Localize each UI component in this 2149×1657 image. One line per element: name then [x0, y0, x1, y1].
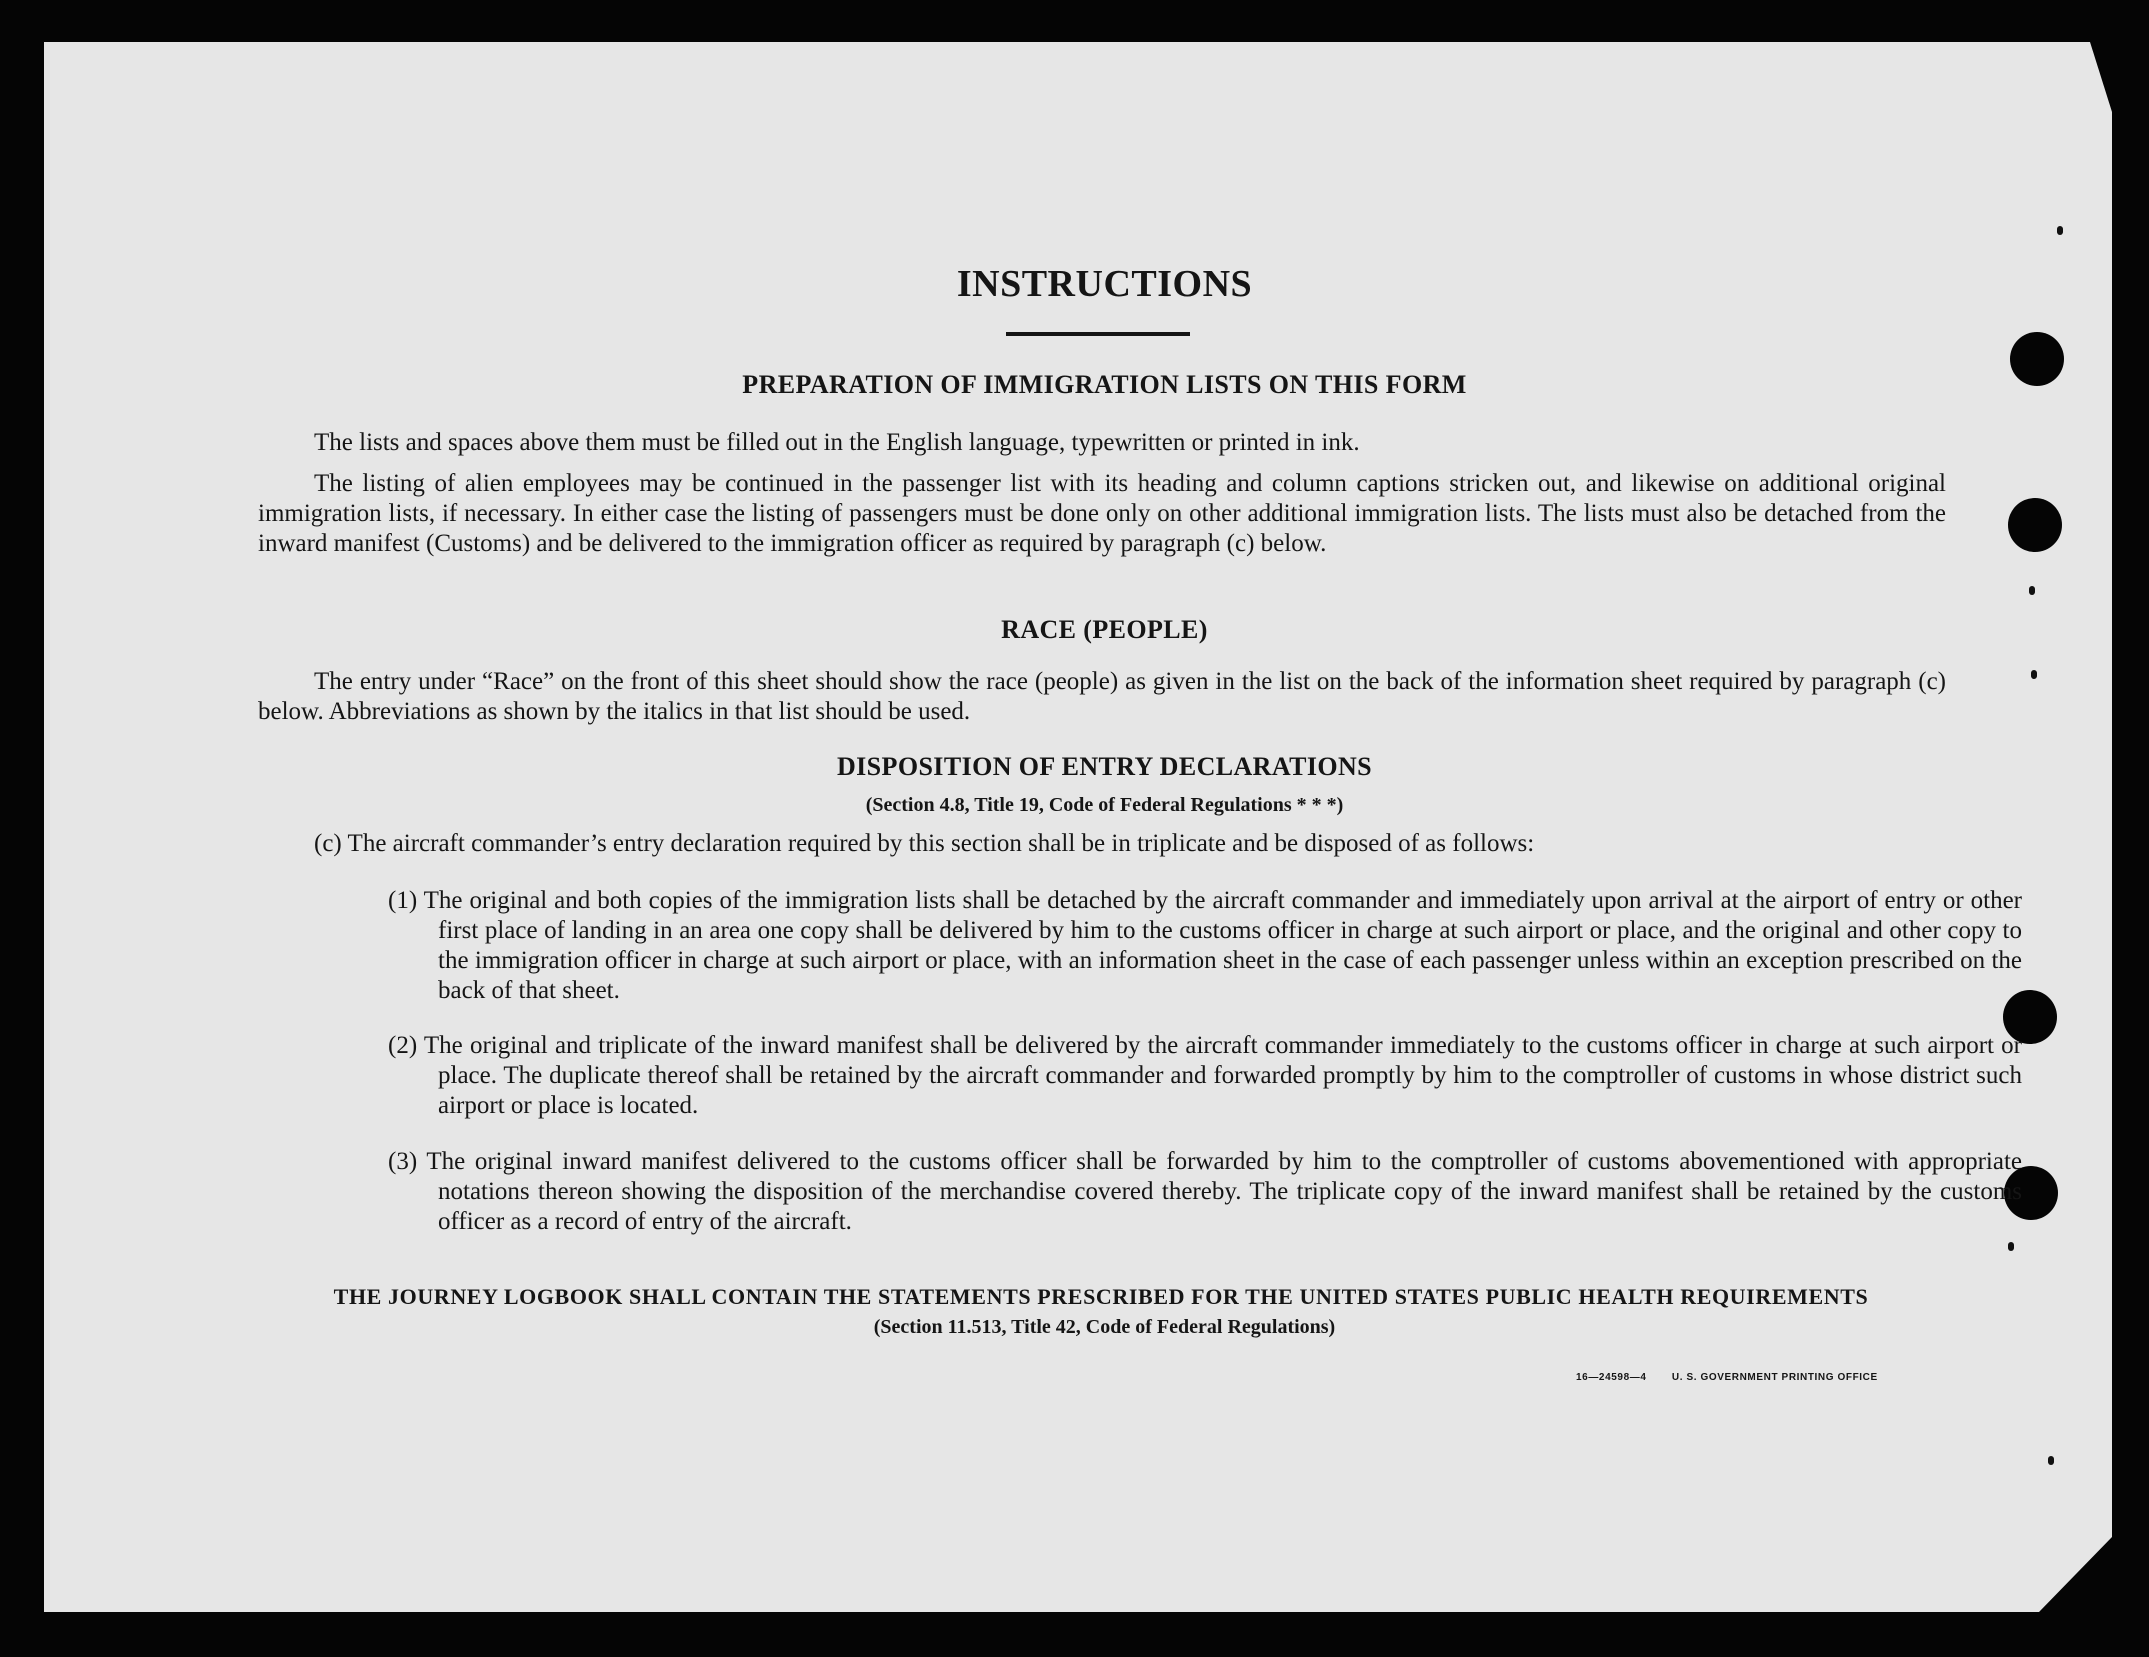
section-heading-preparation: PREPARATION OF IMMIGRATION LISTS ON THIS FORM [742, 370, 1467, 399]
section-citation: (Section 4.8, Title 19, Code of Federal Regulations * * *) [865, 794, 1344, 816]
margin-speck [2029, 586, 2035, 595]
page-title: INSTRUCTIONS [956, 263, 1253, 305]
margin-speck [2057, 226, 2063, 235]
paragraph-alien-employees: The listing of alien employees may be continued in the passenger list with its heading and column captions stricken out, and likewise on additional original immigration lists, if necessary. In either case the listing of passengers must be done only on other additional immigration lists. The lists must also be detached from the inward manifest (Customs) and be delivered to the immigration officer as required by paragraph (c) below. [258, 470, 1946, 557]
section-heading-race: RACE (PEOPLE) [1001, 615, 1208, 644]
list-item-1: (1) The original and both copies of the immigration lists shall be detached by the aircraft commander and immediately upon arrival at the airport of entry or other first place of landing in an area one copy shall be delivered by him to the customs officer in charge at such airport or place, and the original and other copy to the immigration officer in charge at such airport or place, with an information sheet in the case of each passenger unless within an exception prescribed on the back of that sheet. [388, 887, 2022, 1004]
list-item-2: (2) The original and triplicate of the inward manifest shall be delivered by the aircraft commander immediately to the customs officer in charge at such airport or place. The duplicate thereof shall be retained by the aircraft commander and forwarded promptly by him to the comptroller of customs in whose district such airport or place is located. [388, 1032, 2022, 1119]
margin-speck [2031, 670, 2037, 679]
section-heading-disposition: DISPOSITION OF ENTRY DECLARATIONS [836, 752, 1373, 781]
paragraph-intro-c: (c) The aircraft commander’s entry declaration required by this section shall be in triplicate and be disposed of as follows: [314, 830, 1535, 857]
footer-citation: (Section 11.513, Title 42, Code of Federal Regulations) [873, 1316, 1336, 1338]
margin-speck [2008, 1242, 2014, 1251]
paragraph-language: The lists and spaces above them must be filled out in the English language, typewritten or printed in ink. [314, 429, 1360, 456]
title-underline [1006, 332, 1190, 336]
footer-statement: THE JOURNEY LOGBOOK SHALL CONTAIN THE STATEMENTS PRESCRIBED FOR THE UNITED STATES PUBLIC HEALTH REQUIREMENTS [333, 1284, 1869, 1309]
list-item-3: (3) The original inward manifest delivered to the customs officer shall be forwarded by him to the comptroller of customs abovementioned with appropriate notations thereon showing the disposition of the merchandise covered thereby. The triplicate copy of the inward manifest shall be retained by the customs officer as a record of entry of the aircraft. [388, 1148, 2022, 1235]
margin-speck [2048, 1456, 2054, 1465]
punch-hole [2008, 498, 2062, 552]
form-number: 16—24598—4 [1576, 1372, 1647, 1383]
paragraph-race: The entry under “Race” on the front of this sheet should show the race (people) as given in the list on the back of the information sheet required by paragraph (c) below. Abbreviations as shown by the italics in that list should be used. [258, 668, 1946, 725]
printer-name: U. S. GOVERNMENT PRINTING OFFICE [1671, 1372, 1878, 1383]
printer-imprint [1576, 1372, 1916, 1383]
